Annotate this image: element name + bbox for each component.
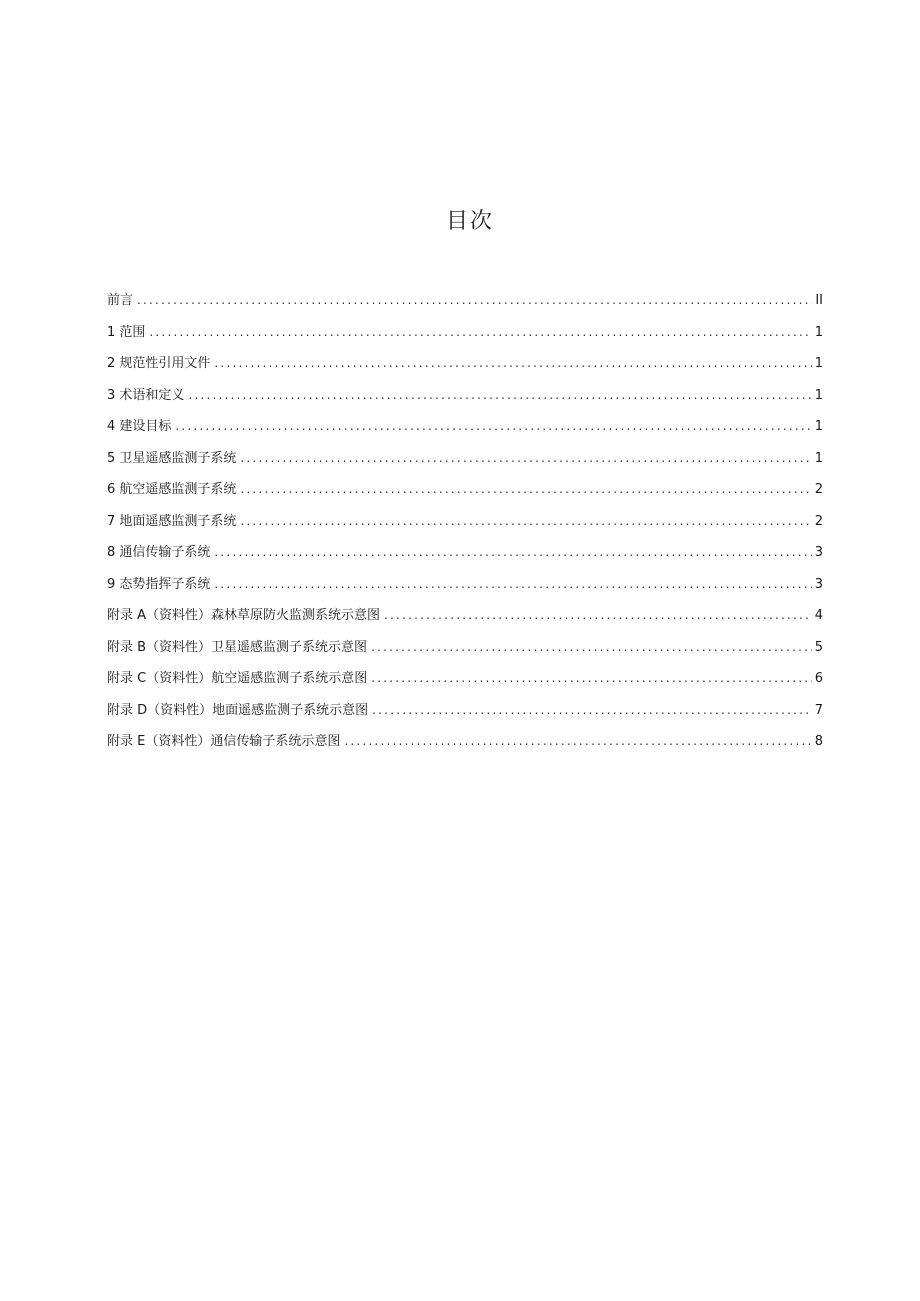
toc-entry[interactable] [107, 511, 823, 543]
toc-entry-page: II [812, 291, 823, 311]
toc-dot-leader [188, 385, 811, 405]
toc-entry-label: 4 建设目标 [107, 417, 175, 437]
toc-dot-leader [214, 574, 811, 594]
toc-entry[interactable] [107, 290, 823, 322]
toc-dot-leader [175, 416, 811, 436]
toc-entry-page: 6 [812, 669, 823, 689]
toc-entry[interactable] [107, 605, 823, 637]
toc-entry[interactable] [107, 416, 823, 448]
toc-dot-leader [344, 731, 811, 751]
toc-entry[interactable] [107, 731, 823, 763]
toc-dot-leader [149, 322, 811, 342]
toc-entry-label: 附录 C（资料性）航空遥感监测子系统示意图 [107, 669, 371, 689]
toc-entry-label: 附录 D（资料性）地面遥感监测子系统示意图 [107, 701, 372, 721]
toc-entry-label: 附录 B（资料性）卫星遥感监测子系统示意图 [107, 638, 371, 658]
toc-entry-page: 1 [812, 417, 823, 437]
toc-entry-label: 8 通信传输子系统 [107, 543, 214, 563]
toc-entry-label: 附录 E（资料性）通信传输子系统示意图 [107, 732, 344, 752]
toc-entry[interactable] [107, 479, 823, 511]
toc-dot-leader [371, 637, 812, 657]
toc-dot-leader [137, 290, 812, 310]
toc-entry[interactable] [107, 574, 823, 606]
toc-entry[interactable] [107, 448, 823, 480]
toc-entry-page: 1 [812, 449, 823, 469]
toc-entry-label: 5 卫星遥感监测子系统 [107, 449, 240, 469]
toc-dot-leader [214, 542, 811, 562]
toc-entry[interactable] [107, 700, 823, 732]
toc-entry-page: 8 [812, 732, 823, 752]
toc-dot-leader [214, 353, 811, 373]
toc-entry[interactable] [107, 668, 823, 700]
toc-entry-page: 3 [812, 575, 823, 595]
toc-dot-leader [371, 668, 812, 688]
toc-entry[interactable] [107, 542, 823, 574]
toc-entry-page: 7 [812, 701, 823, 721]
toc-entry-label: 2 规范性引用文件 [107, 354, 214, 374]
toc-entry-label: 9 态势指挥子系统 [107, 575, 214, 595]
toc-list [107, 290, 823, 763]
toc-entry-label: 前言 [107, 291, 137, 311]
toc-entry-page: 2 [812, 480, 823, 500]
toc-entry-label: 6 航空遥感监测子系统 [107, 480, 240, 500]
toc-dot-leader [240, 479, 811, 499]
toc-entry-label: 3 术语和定义 [107, 386, 188, 406]
toc-entry-page: 2 [812, 512, 823, 532]
toc-dot-leader [384, 605, 812, 625]
toc-dot-leader [240, 448, 811, 468]
toc-entry-page: 1 [812, 386, 823, 406]
toc-entry-page: 1 [812, 354, 823, 374]
toc-entry-label: 7 地面遥感监测子系统 [107, 512, 240, 532]
toc-entry-page: 3 [812, 543, 823, 563]
toc-entry-label: 1 范围 [107, 323, 149, 343]
toc-entry[interactable] [107, 322, 823, 354]
toc-entry-label: 附录 A（资料性）森林草原防火监测系统示意图 [107, 606, 384, 626]
toc-entry-page: 4 [812, 606, 823, 626]
toc-dot-leader [372, 700, 812, 720]
toc-entry-page: 5 [812, 638, 823, 658]
toc-dot-leader [240, 511, 811, 531]
toc-entry[interactable] [107, 385, 823, 417]
toc-title: 目次 [445, 209, 494, 234]
toc-entry-page: 1 [812, 323, 823, 343]
toc-entry[interactable] [107, 353, 823, 385]
toc-entry[interactable] [107, 637, 823, 669]
